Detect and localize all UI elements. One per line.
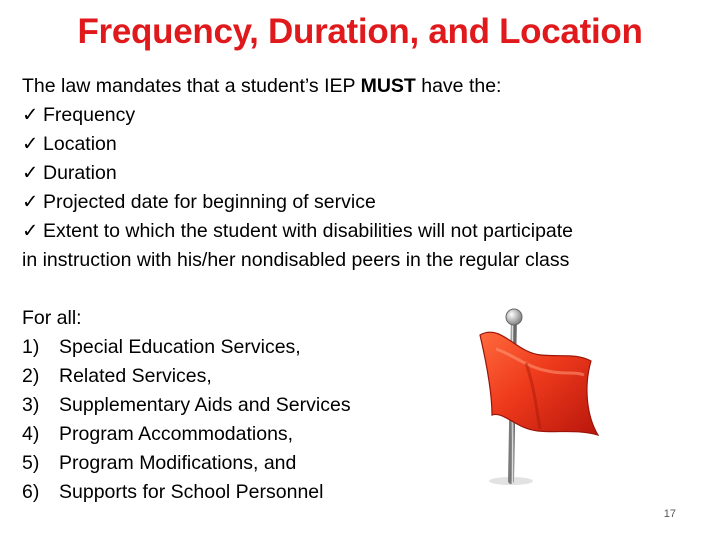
item-number: 5) <box>22 452 40 474</box>
check-item-text: Duration <box>43 162 117 184</box>
item-text: Special Education Services, <box>59 336 301 358</box>
item-number: 1) <box>22 336 40 358</box>
item-text: Supports for School Personnel <box>59 481 324 503</box>
intro-text-end: have the: <box>415 75 502 97</box>
check-item <box>22 217 702 246</box>
check-item <box>22 130 702 159</box>
check-icon: ✓ <box>22 104 39 126</box>
slide-title: Frequency, Duration, and Location <box>77 12 643 51</box>
for-all-label: For all: <box>22 307 82 329</box>
check-item-text: Projected date for beginning of service <box>43 191 376 213</box>
item-text: Program Modifications, and <box>59 452 297 474</box>
check-item-text: Frequency <box>43 104 136 126</box>
item-text: Supplementary Aids and Services <box>59 394 351 416</box>
intro-emphasis: MUST <box>360 75 416 97</box>
check-icon: ✓ <box>22 191 39 213</box>
check-icon: ✓ <box>22 133 39 155</box>
page-number: 17 <box>663 508 676 520</box>
check-icon: ✓ <box>22 162 39 184</box>
check-item-continuation: in instruction with his/her nondisabled peers in the regular class <box>22 249 570 271</box>
item-number: 2) <box>22 365 40 387</box>
intro-line <box>22 72 702 101</box>
check-item-text: Location <box>43 133 117 155</box>
item-number: 6) <box>22 481 40 503</box>
spacer <box>22 275 702 304</box>
item-number: 3) <box>22 394 40 416</box>
item-text: Program Accommodations, <box>59 423 294 445</box>
check-item <box>22 101 702 130</box>
item-text: Related Services, <box>59 365 212 387</box>
intro-text: The law mandates that a student’s IEP <box>22 75 361 97</box>
red-flag-icon <box>456 305 606 485</box>
check-item <box>22 188 702 217</box>
check-item-text: Extent to which the student with disabilities will not participate <box>43 220 574 242</box>
item-number: 4) <box>22 423 40 445</box>
check-item <box>22 159 702 188</box>
check-icon: ✓ <box>22 220 39 242</box>
